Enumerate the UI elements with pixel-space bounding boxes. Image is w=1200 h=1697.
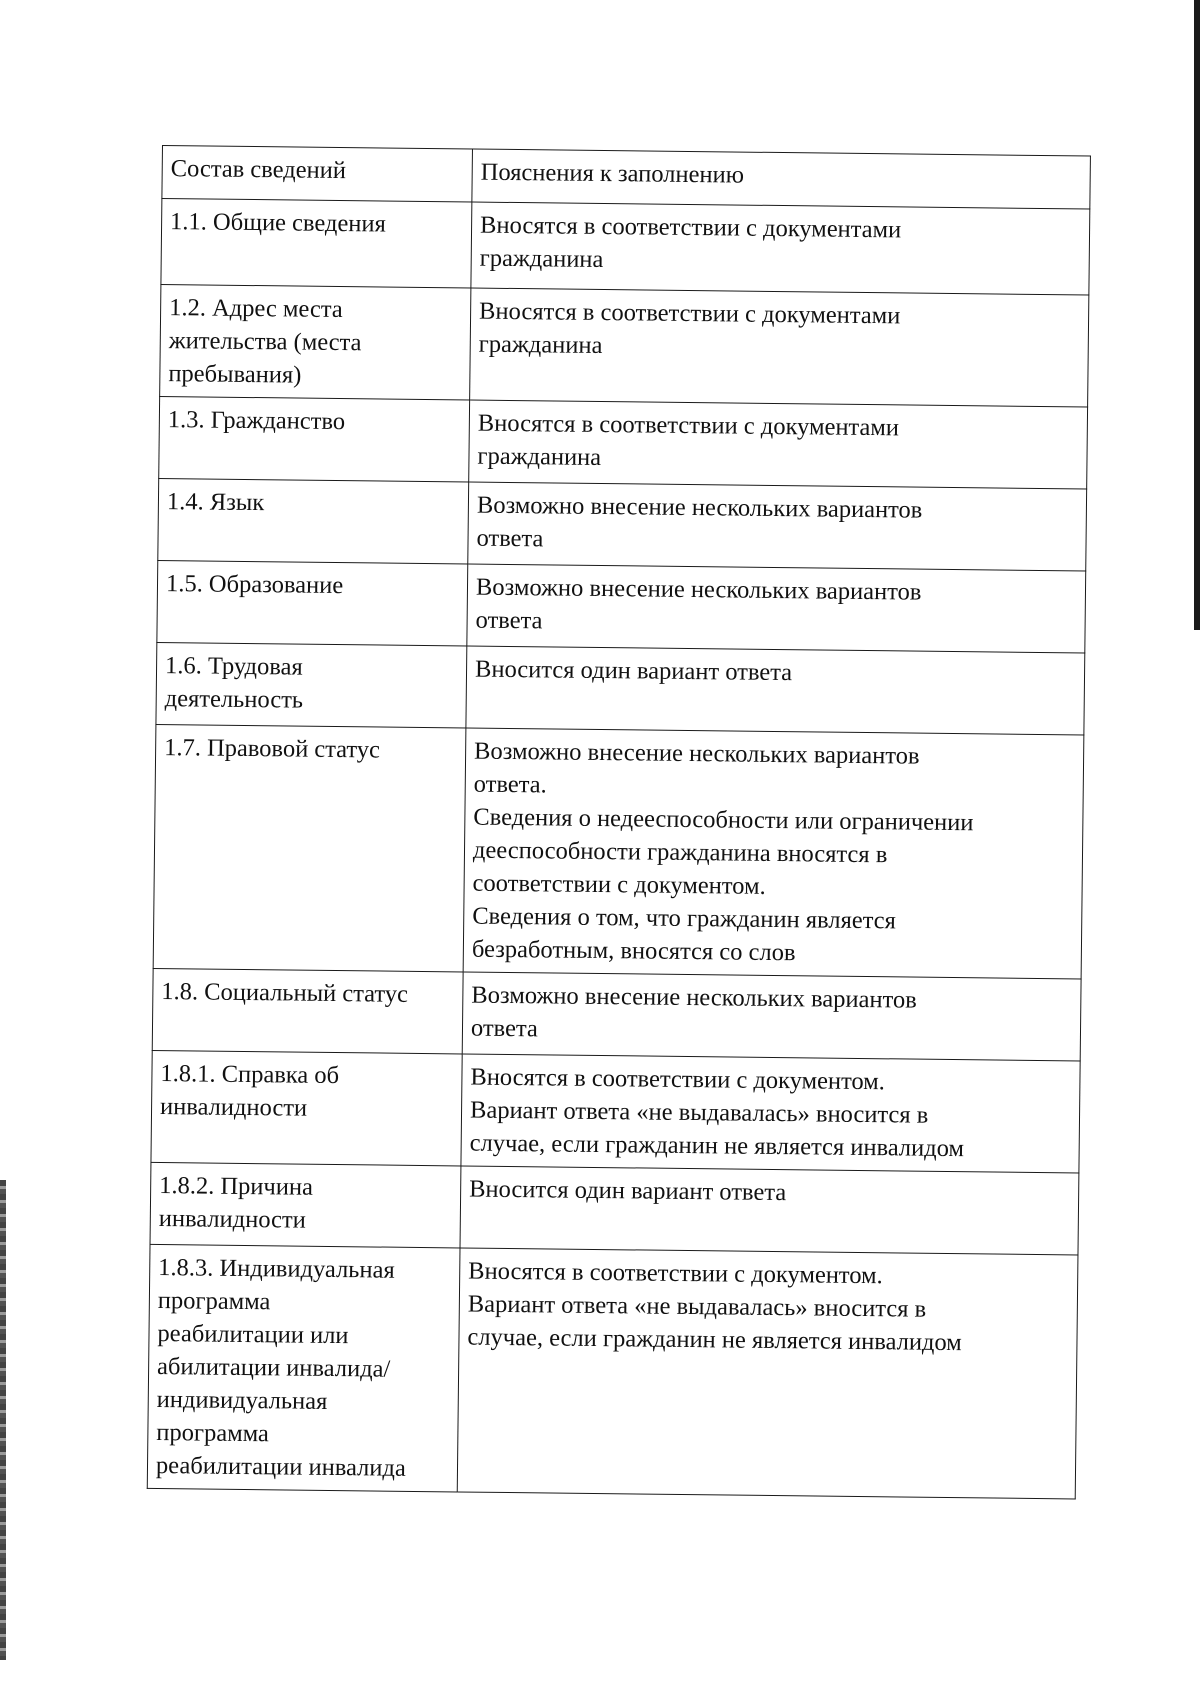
table-row — [157, 560, 1086, 653]
row-item-cell: 1.2. Адрес места жительства (места пребывания) — [160, 284, 471, 400]
row-note-cell: Вносится один вариант ответа — [466, 646, 1085, 735]
row-note-cell: Возможно внесение нескольких вариантов ответа — [468, 482, 1087, 571]
table-row — [158, 478, 1087, 571]
row-note-cell: Возможно внесение нескольких вариантов ответа — [462, 972, 1081, 1061]
row-item-cell: 1.7. Правовой статус — [153, 724, 466, 972]
info-table — [147, 145, 1091, 1499]
table-row — [159, 396, 1088, 489]
row-item-cell: 1.3. Гражданство — [159, 396, 470, 482]
table-row — [151, 1050, 1080, 1173]
table-row — [161, 199, 1090, 296]
row-note-cell: Вносятся в соответствии с документами гражданина — [469, 400, 1088, 489]
row-item-cell: 1.4. Язык — [158, 478, 469, 564]
row-note-cell: Вносятся в соответствии с документом. Вариант ответа «не выдавалась» вносится в случае, если гражданин не является инвалидом — [457, 1248, 1078, 1499]
row-item-cell: 1.8.2. Причина инвалидности — [150, 1162, 461, 1248]
row-note-cell: Вносятся в соответствии с документами гражданина — [471, 202, 1090, 295]
header-cell-composition: Состав сведений — [162, 146, 473, 203]
row-note-cell: Вносятся в соответствии с документом. Вариант ответа «не выдавалась» вносится в случае, если гражданин не является инвалидом — [461, 1054, 1080, 1173]
row-item-cell: 1.1. Общие сведения — [161, 199, 472, 289]
row-note-cell: Вносятся в соответствии с документами гражданина — [470, 288, 1089, 407]
table-row — [147, 1244, 1078, 1499]
table-row — [160, 284, 1089, 407]
row-item-cell: 1.6. Трудовая деятельность — [156, 642, 467, 728]
table-row — [152, 968, 1081, 1061]
row-note-cell: Вносится один вариант ответа — [460, 1166, 1079, 1255]
row-item-cell: 1.5. Образование — [157, 560, 468, 646]
table-row — [156, 642, 1085, 735]
row-item-cell: 1.8. Социальный статус — [152, 968, 463, 1054]
row-item-cell: 1.8.3. Индивидуальная программа реабилитации или абилитации инвалида/ индивидуальная программа реабилитации инвалида — [147, 1244, 460, 1492]
row-note-cell: Возможно внесение нескольких вариантов ответа. Сведения о недееспособности или ограничении дееспособности гражданина вносятся в соответствии с документом. Сведения о том, что гражданин является безработным, вносятся со слов — [463, 728, 1084, 979]
scan-edge-artifact-right — [1194, 0, 1200, 630]
header-cell-explanation: Пояснения к заполнению — [472, 149, 1091, 209]
table-row — [153, 724, 1084, 979]
scan-edge-artifact-left — [0, 1180, 6, 1660]
row-item-cell: 1.8.1. Справка об инвалидности — [151, 1050, 462, 1166]
row-note-cell: Возможно внесение нескольких вариантов ответа — [467, 564, 1086, 653]
table-row — [150, 1162, 1079, 1255]
